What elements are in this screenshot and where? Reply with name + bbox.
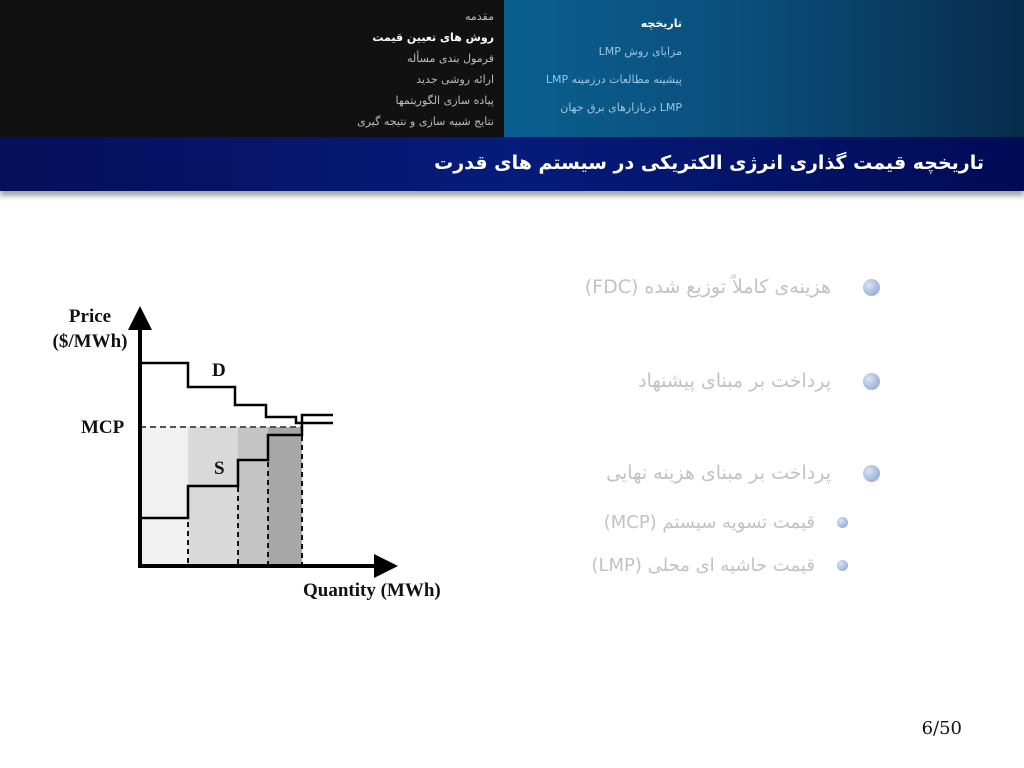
- page-number: 6/50: [921, 718, 962, 739]
- demand-label: D: [212, 360, 226, 381]
- nav-section-introduction[interactable]: مقدمه: [464, 10, 494, 23]
- band-2: [188, 427, 238, 565]
- nav-section-problem-formulation[interactable]: فرمول بندی مسأله: [407, 52, 494, 65]
- supply-demand-figure: [40, 290, 480, 620]
- bullet-text: قیمت حاشیه ای محلی (LMP): [591, 554, 815, 576]
- bullet-dot-icon: [863, 279, 880, 296]
- bullet-text: پرداخت بر مبنای پیشنهاد: [638, 370, 831, 392]
- band-3: [238, 427, 268, 565]
- bullet-list: [500, 260, 880, 600]
- nav-section-new-method[interactable]: ارائه روشی جدید: [416, 73, 494, 86]
- subsection-list: [522, 10, 682, 122]
- frame-title-bar: [0, 137, 1024, 191]
- nav-subsection-lmp-literature[interactable]: پیشینه مطالعات درزمینه LMP: [545, 73, 682, 86]
- y-axis-label: Price: [68, 306, 112, 327]
- bullet-item-fdc: [585, 272, 880, 302]
- band-1: [140, 427, 188, 565]
- y-axis-arrow-icon: [128, 306, 152, 330]
- band-4: [268, 427, 302, 565]
- x-axis-arrow-icon: [374, 554, 398, 578]
- sub-bullet-item-mcp: [604, 507, 848, 537]
- y-axis-unit-label: ($/MWh): [52, 331, 128, 352]
- sub-bullet-item-lmp: [591, 550, 848, 580]
- nav-subsection-lmp-world-markets[interactable]: LMP دربازارهای برق جهان: [560, 101, 682, 114]
- sub-bullet-dot-icon: [837, 560, 848, 571]
- x-axis-label: Quantity (MWh): [303, 580, 441, 601]
- bullet-text: قیمت تسویه سیستم (MCP): [603, 511, 815, 533]
- mcp-label: MCP: [81, 417, 125, 438]
- bullet-item-marginal-cost: [606, 458, 880, 488]
- bullet-dot-icon: [863, 373, 880, 390]
- bullet-text: پرداخت بر مبنای هزینه نهایی: [606, 462, 831, 484]
- supply-demand-diagram: [40, 290, 480, 620]
- bullet-text: هزینه‌ی کاملاً توزیع شده (FDC): [584, 276, 831, 298]
- sub-bullet-dot-icon: [837, 517, 848, 528]
- section-list: [357, 6, 494, 132]
- section-navigation: [0, 0, 504, 137]
- frame-title: تاریخچه قیمت گذاری انرژی الکتریکی در سیستم های قدرت: [434, 152, 984, 174]
- nav-section-pricing-methods[interactable]: روش های تعیین قیمت: [372, 31, 494, 44]
- supply-label: S: [214, 458, 225, 479]
- nav-subsection-lmp-advantages[interactable]: مزایای روش LMP: [598, 45, 682, 58]
- bullet-item-pay-as-bid: [638, 366, 880, 396]
- nav-section-algorithm-implementation[interactable]: پیاده سازی الگوریتمها: [395, 94, 494, 107]
- bullet-dot-icon: [863, 465, 880, 482]
- nav-section-results[interactable]: نتایج شبیه سازی و نتیجه گیری: [357, 115, 494, 128]
- nav-subsection-history[interactable]: تاریخچه: [640, 17, 682, 30]
